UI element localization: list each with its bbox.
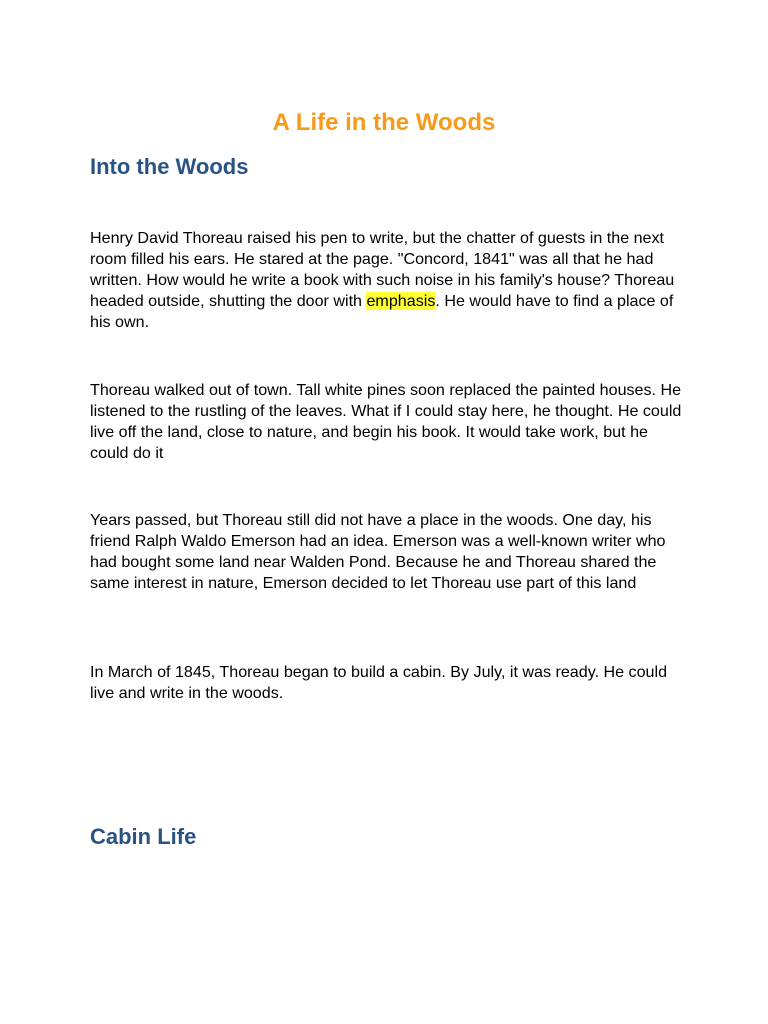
document-title: A Life in the Woods — [272, 109, 496, 136]
paragraph-1-text-before: Henry David Thoreau raised his pen to write, but the chatter of guests in the next room filled his ears. He stared at the page. "Concord, 1841" was all that he had written. How would he write a book with such noise in his family's house? Thoreau headed outside, shutting the door with — [90, 229, 675, 310]
paragraph-3: Years passed, but Thoreau still did not have a place in the woods. One day, his friend Ralph Waldo Emerson had an idea. Emerson was a well-known writer who had bought some land near Walden Pond. Because he and Thoreau shared the same interest in nature, Emerson decided to let Thoreau use part of this land — [90, 511, 666, 592]
paragraph-1-text-after: . He would have to find a place of his own. — [90, 292, 674, 331]
paragraph-4: In March of 1845, Thoreau began to build a cabin. By July, it was ready. He could live and write in the woods. — [90, 663, 668, 702]
paragraph-2: Thoreau walked out of town. Tall white pines soon replaced the painted houses. He listened to the rustling of the leaves. What if I could stay here, he thought. He could live off the land, close to nature, and begin his book. It would take work, but he could do it — [90, 381, 682, 462]
paragraph-1 — [90, 228, 690, 333]
highlighted-word: emphasis — [366, 292, 436, 310]
section-heading-cabin-life: Cabin Life — [90, 824, 197, 849]
section-heading-into-the-woods: Into the Woods — [90, 154, 249, 179]
